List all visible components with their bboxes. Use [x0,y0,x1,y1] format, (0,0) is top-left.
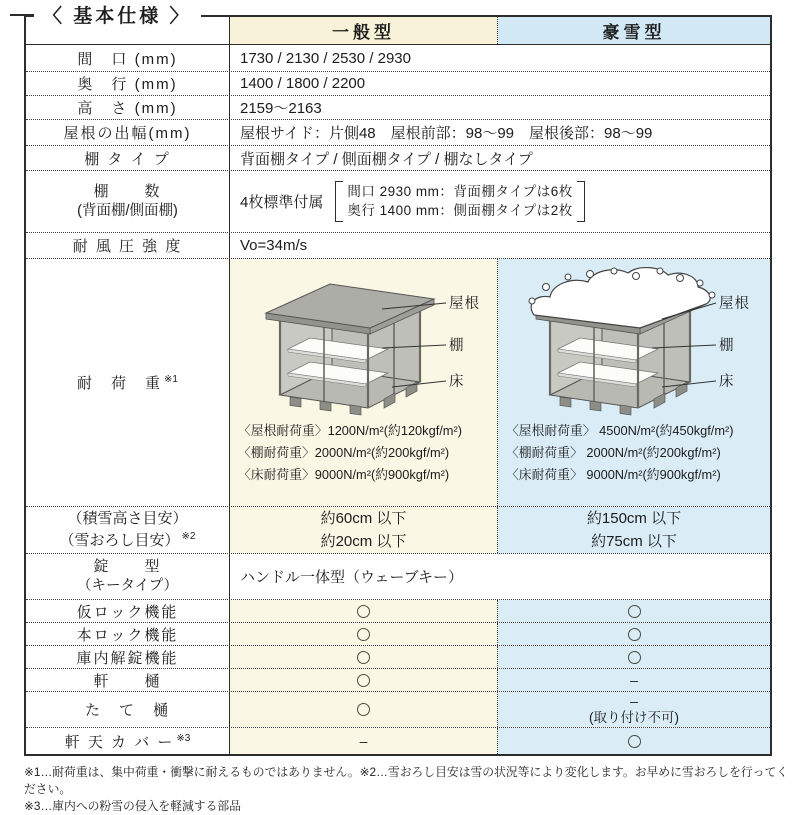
feature-general-cell [230,728,498,754]
feature-mark [357,703,370,716]
feature-row-main-lock [26,623,770,646]
row-load-capacity [26,259,770,507]
diagram-label-floor: 床 [448,374,464,390]
feature-general-cell [230,646,498,668]
feature-row-temp-lock [26,600,770,623]
row-label: 棚 タ イ プ [26,146,230,170]
feature-label: た て 樋 [26,692,230,727]
row-lock-type [26,554,770,600]
feature-mark [628,628,641,641]
feature-mark: – [630,693,638,709]
bracket-line1: 間口 2930 mm：背面棚タイプは6枚 [347,184,573,200]
footnote-2: ※3…庫内への粉雪の侵入を軽減する部品 [24,799,241,814]
feature-general-cell [230,669,498,691]
snow-removal-general-line2: 約20cm 以下 [320,533,407,550]
feature-note: (取り付け不可) [589,709,679,725]
feature-mark: – [630,671,638,688]
row-height [26,96,770,120]
snow-depth-heavy-line1: 約150cm 以下 [586,509,682,527]
row-label-line2: (背面棚/側面棚) [77,202,178,219]
feature-mark: – [359,732,368,749]
row-label: 耐 風 圧 強 度 [26,233,230,258]
shed-diagram-heavy-snow [512,267,756,419]
snow-removal-heavy-line2: 約75cm 以下 [591,533,677,550]
load-floor-heavy-snow: 〈床耐荷重〉 9000N/m²(約900kgf/m²) [506,466,721,482]
snow-depth-general [230,507,498,553]
feature-general-cell [230,692,498,727]
snow-depth-heavy-snow [498,507,770,553]
row-shelf-count [26,171,770,233]
row-label [26,259,230,506]
row-label [26,171,230,232]
footnote-1: ※1…耐荷重は、集中荷重・衝撃に耐えるものではありません。※2…雪おろし目安は雪の状況等により変化します。お早めに雪おろしを行ってください。 [24,765,789,797]
row-width [26,45,770,72]
row-depth [26,72,770,96]
row-value: 2159～2163 [230,96,770,119]
row-value: ハンドル一体型（ウェーブキー） [230,554,770,599]
load-cell-heavy-snow [498,259,770,506]
feature-heavy-cell [498,728,770,754]
row-value: 背面棚タイプ / 側面棚タイプ / 棚なしタイプ [230,146,770,170]
feature-label: 仮ロック機能 [26,600,230,622]
row-shelf-type [26,146,770,171]
bracket-line2: 奥行 1400 mm：側面棚タイプは2枚 [347,202,573,218]
load-floor-general: 〈床耐荷重〉9000N/m²(約900kgf/m²) [238,466,450,482]
row-label: 間 口 (mm) [26,45,230,71]
feature-heavy-cell [498,623,770,645]
diagram-label-floor: 床 [719,374,735,390]
load-roof-heavy-snow: 〈屋根耐荷重〉 4500N/m²(約450kgf/m²) [506,423,734,438]
load-shelf-heavy-snow: 〈棚耐荷重〉 2000N/m²(約200kgf/m²) [506,444,721,460]
row-label-line2: （雪おろし目安） [59,531,180,549]
load-cell-general [230,259,498,506]
feature-mark [357,628,370,641]
feature-heavy-cell [498,646,770,668]
feature-row-inside-unlock [26,646,770,669]
row-label-line2: （キータイプ） [77,577,178,594]
feature-general-cell [230,623,498,645]
note-ref-3: ※3 [176,732,191,744]
page-title: 〈 基本仕様 〉 [34,1,201,28]
row-label-line1: 錠 型 [93,557,162,575]
feature-mark [357,605,370,618]
feature-mark [628,605,641,618]
load-roof-general: 〈屋根耐荷重〉1200N/m²(約120kgf/m²) [238,423,462,438]
diagram-label-roof: 屋根 [448,296,480,312]
row-roof-overhang [26,120,770,146]
feature-mark [357,651,370,664]
row-snow-depth [26,507,770,554]
row-value: 1730 / 2130 / 2530 / 2930 [230,45,770,71]
footnotes [24,764,794,815]
row-value: 屋根サイド：片側48 屋根前部：98～99 屋根後部：98～99 [230,120,770,145]
spec-table [24,15,772,756]
row-value [230,171,770,232]
feature-mark [628,735,641,748]
feature-general-cell [230,600,498,622]
feature-mark [628,651,641,664]
feature-heavy-cell [498,600,770,622]
feature-row-eaves-gutter [26,669,770,692]
shelf-count-base: 4枚標準付属 [240,194,324,211]
row-label: 屋根の出幅(mm) [26,120,230,145]
shed-diagram-general [242,267,486,419]
row-label-text: 耐 荷 重 [77,375,163,392]
feature-row-soffit-cover [26,728,770,754]
row-label-line1: 棚 数 [93,182,162,200]
feature-label-text: 軒 天 カ バ ー [64,733,175,751]
feature-label: 本ロック機能 [26,623,230,645]
diagram-label-shelf: 棚 [719,338,735,354]
diagram-label-roof: 屋根 [719,296,750,312]
row-label: 奥 行 (mm) [26,72,230,95]
row-label: 高 さ (mm) [26,96,230,119]
note-ref-2: ※2 [181,530,196,542]
row-value: 1400 / 1800 / 2200 [230,72,770,95]
row-label [26,554,230,599]
row-label-line1: （積雪高さ目安） [67,510,188,528]
row-label [26,507,230,553]
feature-label [26,728,230,754]
col-header-general: 一般型 [230,17,498,44]
snow-depth-general-line1: 約60cm 以下 [320,509,407,527]
feature-label: 軒 樋 [26,669,230,691]
note-ref-1: ※1 [164,374,178,385]
row-value: Vo=34m/s [230,233,770,258]
row-wind-resistance [26,233,770,259]
shelf-count-bracket [335,178,584,224]
diagram-label-shelf: 棚 [448,338,464,354]
feature-heavy-cell [498,692,770,727]
feature-label: 庫内解錠機能 [26,646,230,668]
feature-mark [357,674,370,687]
feature-row-downpipe [26,692,770,728]
col-header-heavy-snow: 豪雪型 [498,17,770,44]
load-shelf-general: 〈棚耐荷重〉2000N/m²(約200kgf/m²) [238,444,450,460]
feature-heavy-cell [498,669,770,691]
